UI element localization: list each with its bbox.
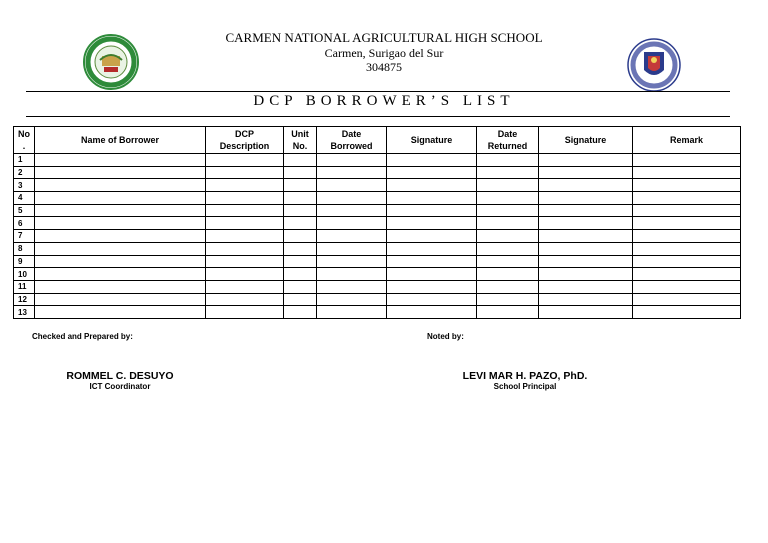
column-header-remark: Remark — [633, 127, 741, 154]
cell-remark[interactable] — [633, 179, 741, 192]
cell-remark[interactable] — [633, 204, 741, 217]
cell-desc[interactable] — [206, 154, 284, 167]
cell-date-returned[interactable] — [477, 166, 539, 179]
cell-date-borrowed[interactable] — [317, 242, 387, 255]
cell-sig2[interactable] — [539, 306, 633, 319]
table-row — [14, 255, 741, 268]
cell-name[interactable] — [35, 230, 206, 243]
cell-sig1[interactable] — [387, 268, 477, 281]
cell-unit[interactable] — [284, 280, 317, 293]
cell-sig2[interactable] — [539, 230, 633, 243]
cell-desc[interactable] — [206, 230, 284, 243]
cell-unit[interactable] — [284, 230, 317, 243]
cell-remark[interactable] — [633, 192, 741, 205]
cell-desc[interactable] — [206, 242, 284, 255]
cell-desc[interactable] — [206, 293, 284, 306]
table-row — [14, 242, 741, 255]
cell-unit[interactable] — [284, 192, 317, 205]
column-header-unit: Unit No. — [284, 127, 317, 154]
cell-sig1[interactable] — [387, 192, 477, 205]
cell-date-borrowed[interactable] — [317, 166, 387, 179]
cell-desc[interactable] — [206, 166, 284, 179]
cell-remark[interactable] — [633, 230, 741, 243]
school-location: Carmen, Surigao del Sur — [324, 46, 444, 60]
cell-date-returned[interactable] — [477, 242, 539, 255]
cell-name[interactable] — [35, 204, 206, 217]
cell-sig2[interactable] — [539, 242, 633, 255]
cell-sig1[interactable] — [387, 255, 477, 268]
table-row — [14, 293, 741, 306]
cell-date-returned[interactable] — [477, 204, 539, 217]
row-number: 1 — [14, 154, 35, 167]
cell-unit[interactable] — [284, 217, 317, 230]
cell-unit[interactable] — [284, 268, 317, 281]
school-id: 304875 — [366, 60, 402, 74]
cell-remark[interactable] — [633, 154, 741, 167]
cell-remark[interactable] — [633, 306, 741, 319]
table-row — [14, 204, 741, 217]
cell-name[interactable] — [35, 280, 206, 293]
cell-date-borrowed[interactable] — [317, 306, 387, 319]
table-header-row — [14, 127, 741, 154]
cell-desc[interactable] — [206, 306, 284, 319]
cell-desc[interactable] — [206, 255, 284, 268]
cell-desc[interactable] — [206, 179, 284, 192]
table-row — [14, 166, 741, 179]
row-number: 11 — [14, 280, 35, 293]
principal-position: School Principal — [493, 382, 557, 391]
page-title: DCP BORROWER’S LIST — [253, 93, 515, 109]
column-header-no: No . — [14, 127, 35, 154]
cell-sig2[interactable] — [539, 179, 633, 192]
cell-desc[interactable] — [206, 280, 284, 293]
row-number: 8 — [14, 242, 35, 255]
cell-desc[interactable] — [206, 192, 284, 205]
borrower-table — [13, 126, 741, 319]
cell-name[interactable] — [35, 293, 206, 306]
row-number: 10 — [14, 268, 35, 281]
cell-sig1[interactable] — [387, 154, 477, 167]
row-number: 9 — [14, 255, 35, 268]
cell-unit[interactable] — [284, 154, 317, 167]
row-number: 12 — [14, 293, 35, 306]
cell-sig2[interactable] — [539, 154, 633, 167]
cell-date-returned[interactable] — [477, 293, 539, 306]
cell-sig1[interactable] — [387, 306, 477, 319]
cell-date-returned[interactable] — [477, 154, 539, 167]
cell-unit[interactable] — [284, 166, 317, 179]
cell-date-returned[interactable] — [477, 280, 539, 293]
cell-remark[interactable] — [633, 255, 741, 268]
table-row — [14, 230, 741, 243]
cell-date-returned[interactable] — [477, 179, 539, 192]
table-row — [14, 179, 741, 192]
cell-date-borrowed[interactable] — [317, 204, 387, 217]
cell-remark[interactable] — [633, 242, 741, 255]
cell-date-returned[interactable] — [477, 255, 539, 268]
cell-unit[interactable] — [284, 242, 317, 255]
cell-sig1[interactable] — [387, 280, 477, 293]
cell-sig2[interactable] — [539, 280, 633, 293]
table-row — [14, 192, 741, 205]
table-row — [14, 306, 741, 319]
cell-sig1[interactable] — [387, 230, 477, 243]
row-number: 4 — [14, 192, 35, 205]
row-number: 6 — [14, 217, 35, 230]
cell-unit[interactable] — [284, 293, 317, 306]
cell-desc[interactable] — [206, 217, 284, 230]
header-rule-top — [26, 91, 730, 92]
cell-date-returned[interactable] — [477, 192, 539, 205]
column-header-date-borrowed: Date Borrowed — [317, 127, 387, 154]
cell-name[interactable] — [35, 255, 206, 268]
cell-remark[interactable] — [633, 280, 741, 293]
column-header-date-returned: Date Returned — [477, 127, 539, 154]
cell-remark[interactable] — [633, 293, 741, 306]
preparer-position: ICT Coordinator — [89, 382, 151, 391]
table-row — [14, 268, 741, 281]
cell-sig2[interactable] — [539, 192, 633, 205]
cell-date-returned[interactable] — [477, 230, 539, 243]
cell-date-borrowed[interactable] — [317, 217, 387, 230]
cell-remark[interactable] — [633, 217, 741, 230]
cell-unit[interactable] — [284, 179, 317, 192]
cell-date-borrowed[interactable] — [317, 268, 387, 281]
cell-sig2[interactable] — [539, 293, 633, 306]
column-header-sig2: Signature — [539, 127, 633, 154]
column-header-desc: DCP Description — [206, 127, 284, 154]
cell-desc[interactable] — [206, 204, 284, 217]
cell-date-returned[interactable] — [477, 268, 539, 281]
cell-sig2[interactable] — [539, 217, 633, 230]
cell-remark[interactable] — [633, 268, 741, 281]
cell-name[interactable] — [35, 268, 206, 281]
noted-by-label: Noted by: — [427, 332, 464, 341]
cell-unit[interactable] — [284, 204, 317, 217]
cell-sig2[interactable] — [539, 255, 633, 268]
cell-remark[interactable] — [633, 166, 741, 179]
cell-name[interactable] — [35, 242, 206, 255]
cell-sig2[interactable] — [539, 204, 633, 217]
cell-sig1[interactable] — [387, 166, 477, 179]
cell-date-borrowed[interactable] — [317, 154, 387, 167]
table-row — [14, 154, 741, 167]
row-number: 13 — [14, 306, 35, 319]
cell-sig1[interactable] — [387, 242, 477, 255]
cell-date-borrowed[interactable] — [317, 230, 387, 243]
table-row — [14, 280, 741, 293]
cell-date-borrowed[interactable] — [317, 192, 387, 205]
cell-date-borrowed[interactable] — [317, 280, 387, 293]
checked-prepared-label: Checked and Prepared by: — [32, 332, 133, 341]
cell-name[interactable] — [35, 166, 206, 179]
cell-sig1[interactable] — [387, 204, 477, 217]
column-header-name: Name of Borrower — [35, 127, 206, 154]
cell-date-borrowed[interactable] — [317, 255, 387, 268]
cell-sig1[interactable] — [387, 293, 477, 306]
cell-name[interactable] — [35, 192, 206, 205]
row-number: 7 — [14, 230, 35, 243]
cell-name[interactable] — [35, 217, 206, 230]
school-header — [0, 30, 768, 74]
cell-date-borrowed[interactable] — [317, 179, 387, 192]
row-number: 3 — [14, 179, 35, 192]
preparer-name: ROMMEL C. DESUYO — [66, 370, 174, 382]
table-row — [14, 217, 741, 230]
school-name: CARMEN NATIONAL AGRICULTURAL HIGH SCHOOL — [225, 30, 543, 45]
cell-unit[interactable] — [284, 306, 317, 319]
cell-date-borrowed[interactable] — [317, 293, 387, 306]
row-number: 2 — [14, 166, 35, 179]
cell-name[interactable] — [35, 306, 206, 319]
cell-sig2[interactable] — [539, 166, 633, 179]
cell-name[interactable] — [35, 154, 206, 167]
header-rule-bottom — [26, 116, 730, 117]
cell-unit[interactable] — [284, 255, 317, 268]
cell-sig1[interactable] — [387, 179, 477, 192]
cell-date-returned[interactable] — [477, 217, 539, 230]
row-number: 5 — [14, 204, 35, 217]
cell-sig2[interactable] — [539, 268, 633, 281]
column-header-sig1: Signature — [387, 127, 477, 154]
cell-sig1[interactable] — [387, 217, 477, 230]
cell-name[interactable] — [35, 179, 206, 192]
principal-name: LEVI MAR H. PAZO, PhD. — [462, 370, 588, 382]
cell-date-returned[interactable] — [477, 306, 539, 319]
cell-desc[interactable] — [206, 268, 284, 281]
